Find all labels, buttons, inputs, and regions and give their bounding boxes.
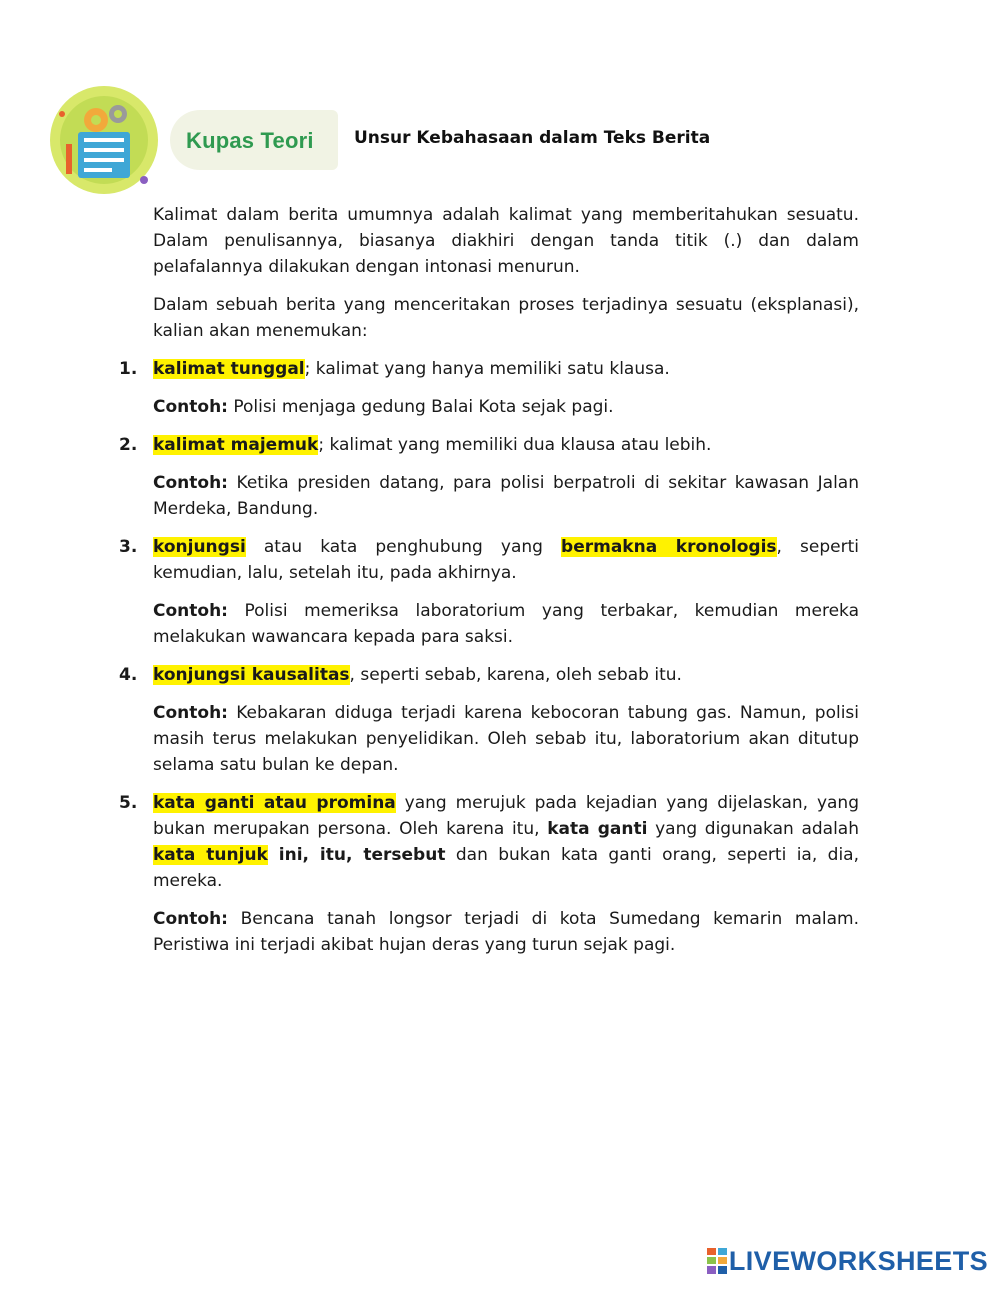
highlighted-term: kalimat majemuk (153, 435, 319, 455)
example (153, 598, 859, 650)
bold-term: ini, itu, tersebut (267, 845, 446, 865)
example-text: Bencana tanah longsor terjadi di kota Sumedang kemarin malam. Peristiwa ini terjadi akibat hujan deras yang turun sejak pagi. (153, 909, 859, 955)
example (153, 394, 859, 420)
example-text: Polisi menjaga gedung Balai Kota sejak pagi. (233, 397, 614, 417)
liveworksheets-logo (707, 1246, 988, 1276)
highlighted-term: bermakna kronologis (561, 537, 777, 557)
brand-name: LIVEWORKSHEETS (728, 1245, 988, 1276)
example-label: Contoh: (153, 601, 228, 621)
page-title: Unsur Kebahasaan dalam Teks Berita (354, 128, 711, 148)
item-description: atau kata penghubung yang (245, 537, 562, 557)
item-description: , seperti sebab, karena, oleh sebab itu. (349, 665, 682, 685)
badge-label: Kupas Teori (186, 128, 314, 153)
intro-paragraph: Dalam sebuah berita yang menceritakan proses terjadinya sesuatu (eksplanasi), kalian akan menemukan: (153, 295, 859, 341)
list-item (119, 432, 859, 458)
gears-book-icon (48, 84, 160, 196)
liveworksheets-icon (707, 1248, 727, 1274)
highlighted-term: kata ganti atau promina (153, 793, 396, 813)
list-item (119, 662, 859, 688)
item-number: 2. (119, 435, 138, 455)
example-text: Polisi memeriksa laboratorium yang terbakar, kemudian mereka melakukan wawancara kepada para saksi. (153, 601, 859, 647)
highlighted-term: konjungsi kausalitas (153, 665, 350, 685)
example-label: Contoh: (153, 703, 228, 723)
item-number: 3. (119, 537, 138, 557)
item-description: , seperti kemudian, lalu, setelah itu, pada akhirnya. (153, 537, 859, 583)
example (153, 700, 859, 778)
highlighted-term: kalimat tunggal (153, 359, 305, 379)
item-description: dan bukan kata ganti orang, seperti ia, dia, mereka. (153, 845, 859, 891)
item-description: yang merujuk pada kejadian yang dijelaskan, yang bukan merupakan persona. Oleh karena itu, (153, 793, 859, 839)
highlighted-term: konjungsi (153, 537, 246, 557)
example-label: Contoh: (153, 473, 228, 493)
kupas-teori-logo (48, 84, 348, 194)
example-label: Contoh: (153, 909, 228, 929)
example-text: Ketika presiden datang, para polisi berpatroli di sekitar kawasan Jalan Merdeka, Bandung. (153, 473, 859, 519)
item-description: yang digunakan adalah (647, 819, 859, 839)
example (153, 906, 859, 958)
item-description: ; kalimat yang memiliki dua klausa atau lebih. (318, 435, 712, 455)
list-item (119, 356, 859, 382)
item-number: 5. (119, 793, 138, 813)
example-label: Contoh: (153, 397, 228, 417)
item-number: 1. (119, 359, 138, 379)
example (153, 470, 859, 522)
list-item (119, 534, 859, 586)
list-item (119, 790, 859, 894)
document-body (119, 202, 860, 970)
highlighted-term: kata tunjuk (153, 845, 268, 865)
item-number: 4. (119, 665, 138, 685)
bold-term: kata ganti (547, 819, 648, 839)
item-description: ; kalimat yang hanya memiliki satu klausa. (304, 359, 670, 379)
example-text: Kebakaran diduga terjadi karena kebocoran tabung gas. Namun, polisi masih terus melakukan penyelidikan. Oleh sebab itu, laboratorium akan ditutup selama satu bulan ke depan. (153, 703, 860, 775)
intro-paragraph: Kalimat dalam berita umumnya adalah kalimat yang memberitahukan sesuatu. Dalam penulisannya, biasanya diakhiri dengan tanda titik (.) dan dalam pelafalannya dilakukan dengan intonasi menurun. (153, 205, 859, 277)
